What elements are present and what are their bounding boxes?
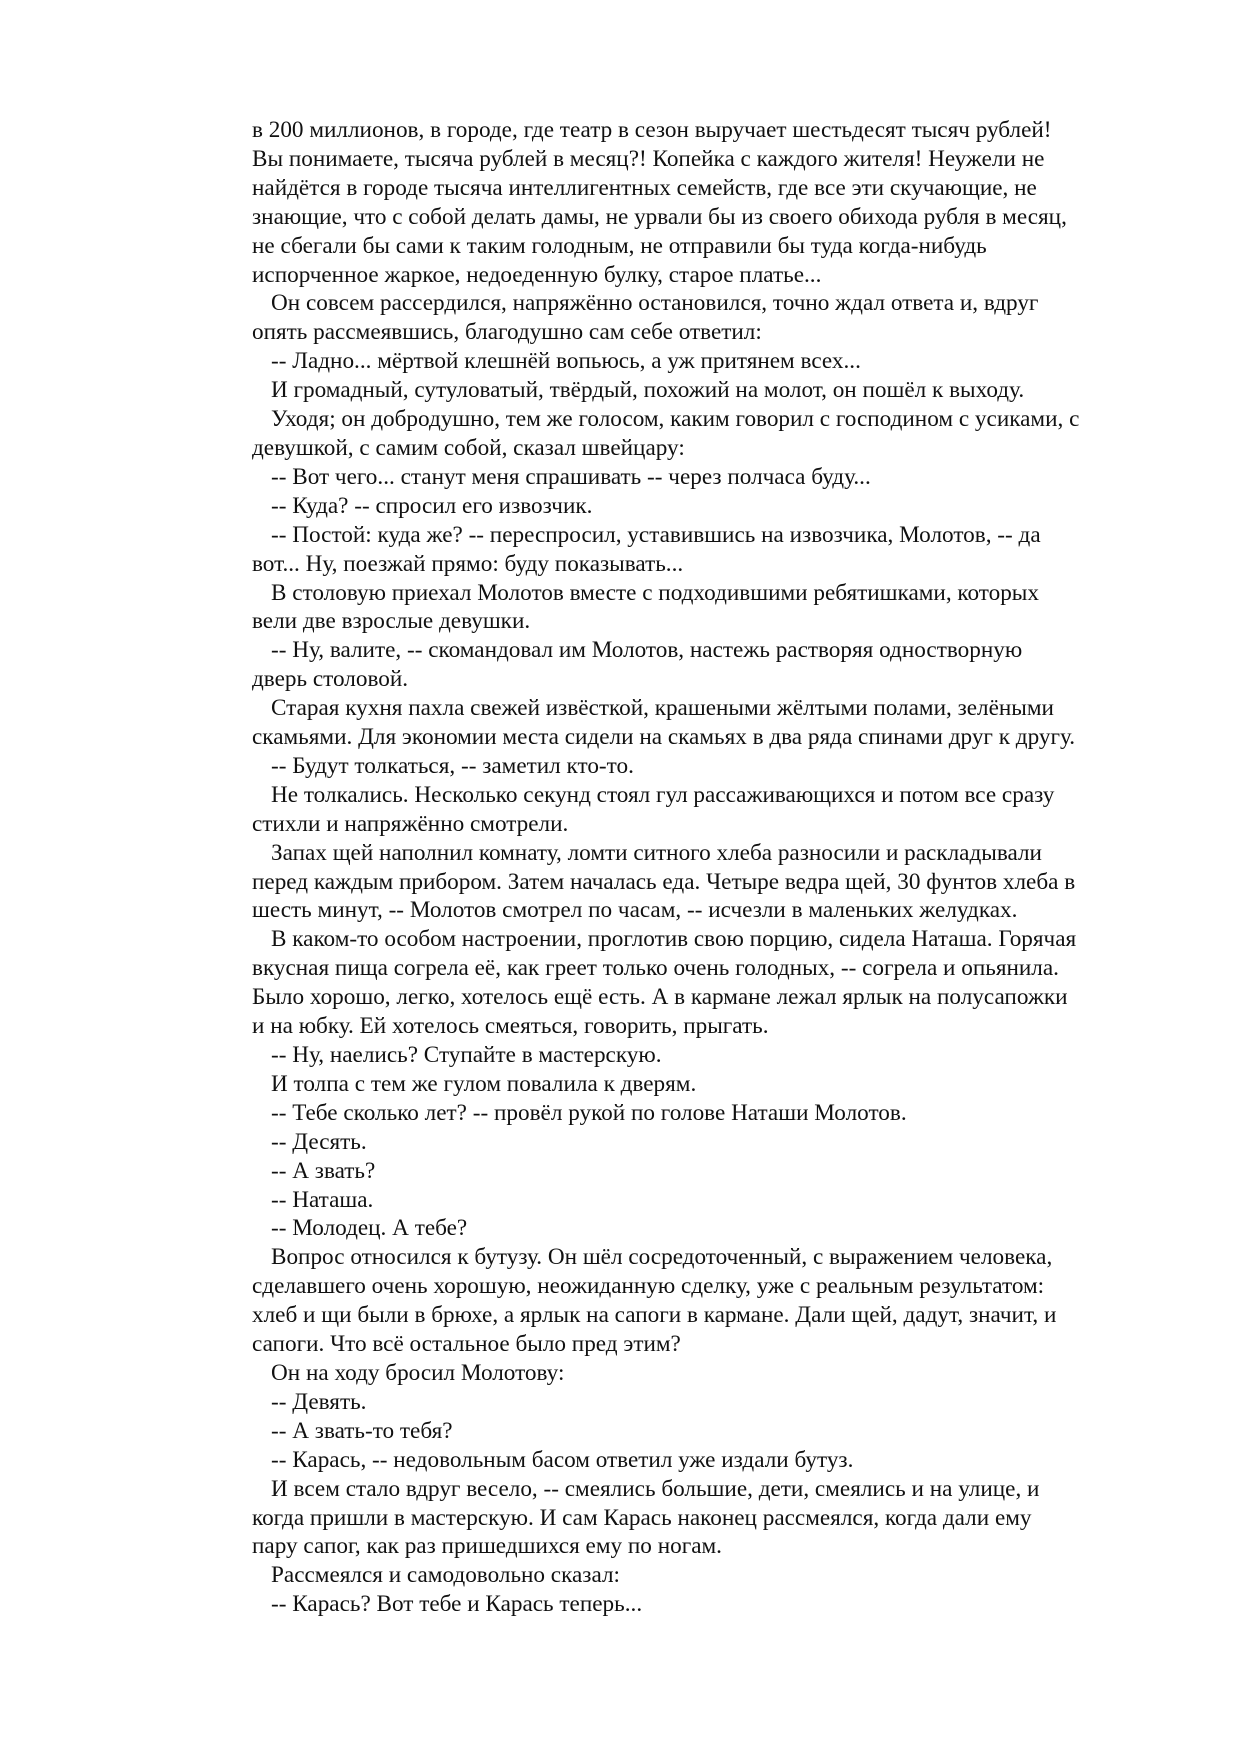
- text-line: перед каждым прибором. Затем началась еда. Четыре ведра щей, 30 фунтов хлеба в: [252, 868, 1076, 895]
- text-line: хлеб и щи были в брюхе, а ярлык на сапоги в кармане. Дали щей, дадут, значит, и: [252, 1302, 1057, 1329]
- text-line: -- Постой: куда же? -- переспросил, уставившись на извозчика, Молотов, -- да: [271, 521, 1041, 548]
- text-line: -- Куда? -- спросил его извозчик.: [271, 492, 593, 519]
- text-line: пару сапог, как раз пришедшихся ему по ногам.: [252, 1533, 722, 1560]
- text-line: испорченное жаркое, недоеденную булку, старое платье...: [252, 261, 822, 288]
- text-line: -- Десять.: [271, 1128, 367, 1155]
- text-line: И громадный, сутуловатый, твёрдый, похожий на молот, он пошёл к выходу.: [271, 377, 1025, 404]
- text-line: -- Наташа.: [271, 1186, 374, 1213]
- text-line: сделавшего очень хорошую, неожиданную сделку, уже с реальным результатом:: [252, 1273, 1045, 1300]
- text-line: -- Ну, наелись? Ступайте в мастерскую.: [271, 1042, 662, 1068]
- text-line: сапоги. Что всё остальное было пред этим?: [252, 1331, 681, 1358]
- text-line: -- Тебе сколько лет? -- провёл рукой по голове Наташи Молотов.: [271, 1099, 907, 1126]
- text-line: В столовую приехал Молотов вместе с подходившими ребятишками, которых: [271, 579, 1039, 606]
- text-line: Он на ходу бросил Молотову:: [271, 1359, 565, 1386]
- text-line: дверь столовой.: [252, 666, 409, 693]
- text-line: шесть минут, -- Молотов смотрел по часам, -- исчезли в маленьких желудках.: [252, 897, 1018, 924]
- text-line: -- Вот чего... станут меня спрашивать -- через полчаса буду...: [271, 463, 871, 490]
- text-line: Было хорошо, легко, хотелось ещё есть. А в кармане лежал ярлык на полусапожки: [252, 984, 1068, 1011]
- text-line: вкусная пища согрела её, как греет только очень голодных, -- согрела и опьянила.: [252, 955, 1059, 982]
- text-line: вот... Ну, поезжай прямо: буду показывать...: [252, 550, 684, 577]
- text-line: в 200 миллионов, в городе, где театр в сезон выручает шестьдесят тысяч рублей!: [252, 117, 1052, 143]
- text-line: -- Молодец. А тебе?: [271, 1215, 468, 1242]
- text-line: Запах щей наполнил комнату, ломти ситного хлеба разносили и раскладывали: [271, 839, 1042, 866]
- text-line: опять рассмеявшись, благодушно сам себе ответил:: [252, 319, 762, 346]
- body-text: [252, 116, 1152, 1619]
- text-line: Не толкались. Несколько секунд стоял гул рассаживающихся и потом все сразу: [271, 781, 1055, 808]
- text-line: Уходя; он добродушно, тем же голосом, каким говорил с господином с усиками, с: [271, 406, 1080, 433]
- text-line: знающие, что с собой делать дамы, не урвали бы из своего обихода рубля в месяц,: [252, 203, 1067, 230]
- text-line: -- А звать?: [271, 1157, 376, 1184]
- text-line: -- Будут толкаться, -- заметил кто-то.: [271, 752, 634, 779]
- text-line: Он совсем рассердился, напряжённо остановился, точно ждал ответа и, вдруг: [271, 290, 1039, 317]
- text-line: найдётся в городе тысяча интеллигентных семейств, где все эти скучающие, не: [252, 174, 1037, 201]
- text-line: Вопрос относился к бутузу. Он шёл сосредоточенный, с выражением человека,: [271, 1244, 1053, 1271]
- text-line: вели две взрослые девушки.: [252, 608, 531, 635]
- text-line: Вы понимаете, тысяча рублей в месяц?! Копейка с каждого жителя! Неужели не: [252, 145, 1045, 172]
- text-line: -- А звать-то тебя?: [271, 1417, 453, 1444]
- text-line: Рассмеялся и самодовольно сказал:: [271, 1562, 620, 1589]
- text-line: В каком-то особом настроении, проглотив свою порцию, сидела Наташа. Горячая: [271, 926, 1077, 953]
- text-line: -- Ладно... мёртвой клешнёй вопьюсь, а уж притянем всех...: [271, 348, 861, 375]
- text-line: скамьями. Для экономии места сидели на скамьях в два ряда спинами друг к другу.: [252, 724, 1076, 751]
- text-line: и на юбку. Ей хотелось смеяться, говорить, прыгать.: [252, 1013, 769, 1040]
- text-line: девушкой, с самим собой, сказал швейцару:: [252, 434, 685, 461]
- text-line: И толпа с тем же гулом повалила к дверям.: [271, 1070, 697, 1097]
- text-line: не сбегали бы сами к таким голодным, не отправили бы туда когда-нибудь: [252, 232, 987, 259]
- text-line: И всем стало вдруг весело, -- смеялись большие, дети, смеялись и на улице, и: [271, 1475, 1040, 1502]
- text-line: -- Ну, валите, -- скомандовал им Молотов, настежь растворяя одностворную: [271, 637, 1023, 664]
- text-line: Старая кухня пахла свежей извёсткой, крашеными жёлтыми полами, зелёными: [271, 695, 1054, 722]
- text-line: стихли и напряжённо смотрели.: [252, 810, 569, 837]
- text-line: -- Карась? Вот тебе и Карась теперь...: [271, 1591, 643, 1618]
- text-line: -- Карась, -- недовольным басом ответил уже издали бутуз.: [271, 1446, 854, 1473]
- text-line: когда пришли в мастерскую. И сам Карась наконец рассмеялся, когда дали ему: [252, 1504, 1032, 1531]
- text-line: -- Девять.: [271, 1388, 367, 1415]
